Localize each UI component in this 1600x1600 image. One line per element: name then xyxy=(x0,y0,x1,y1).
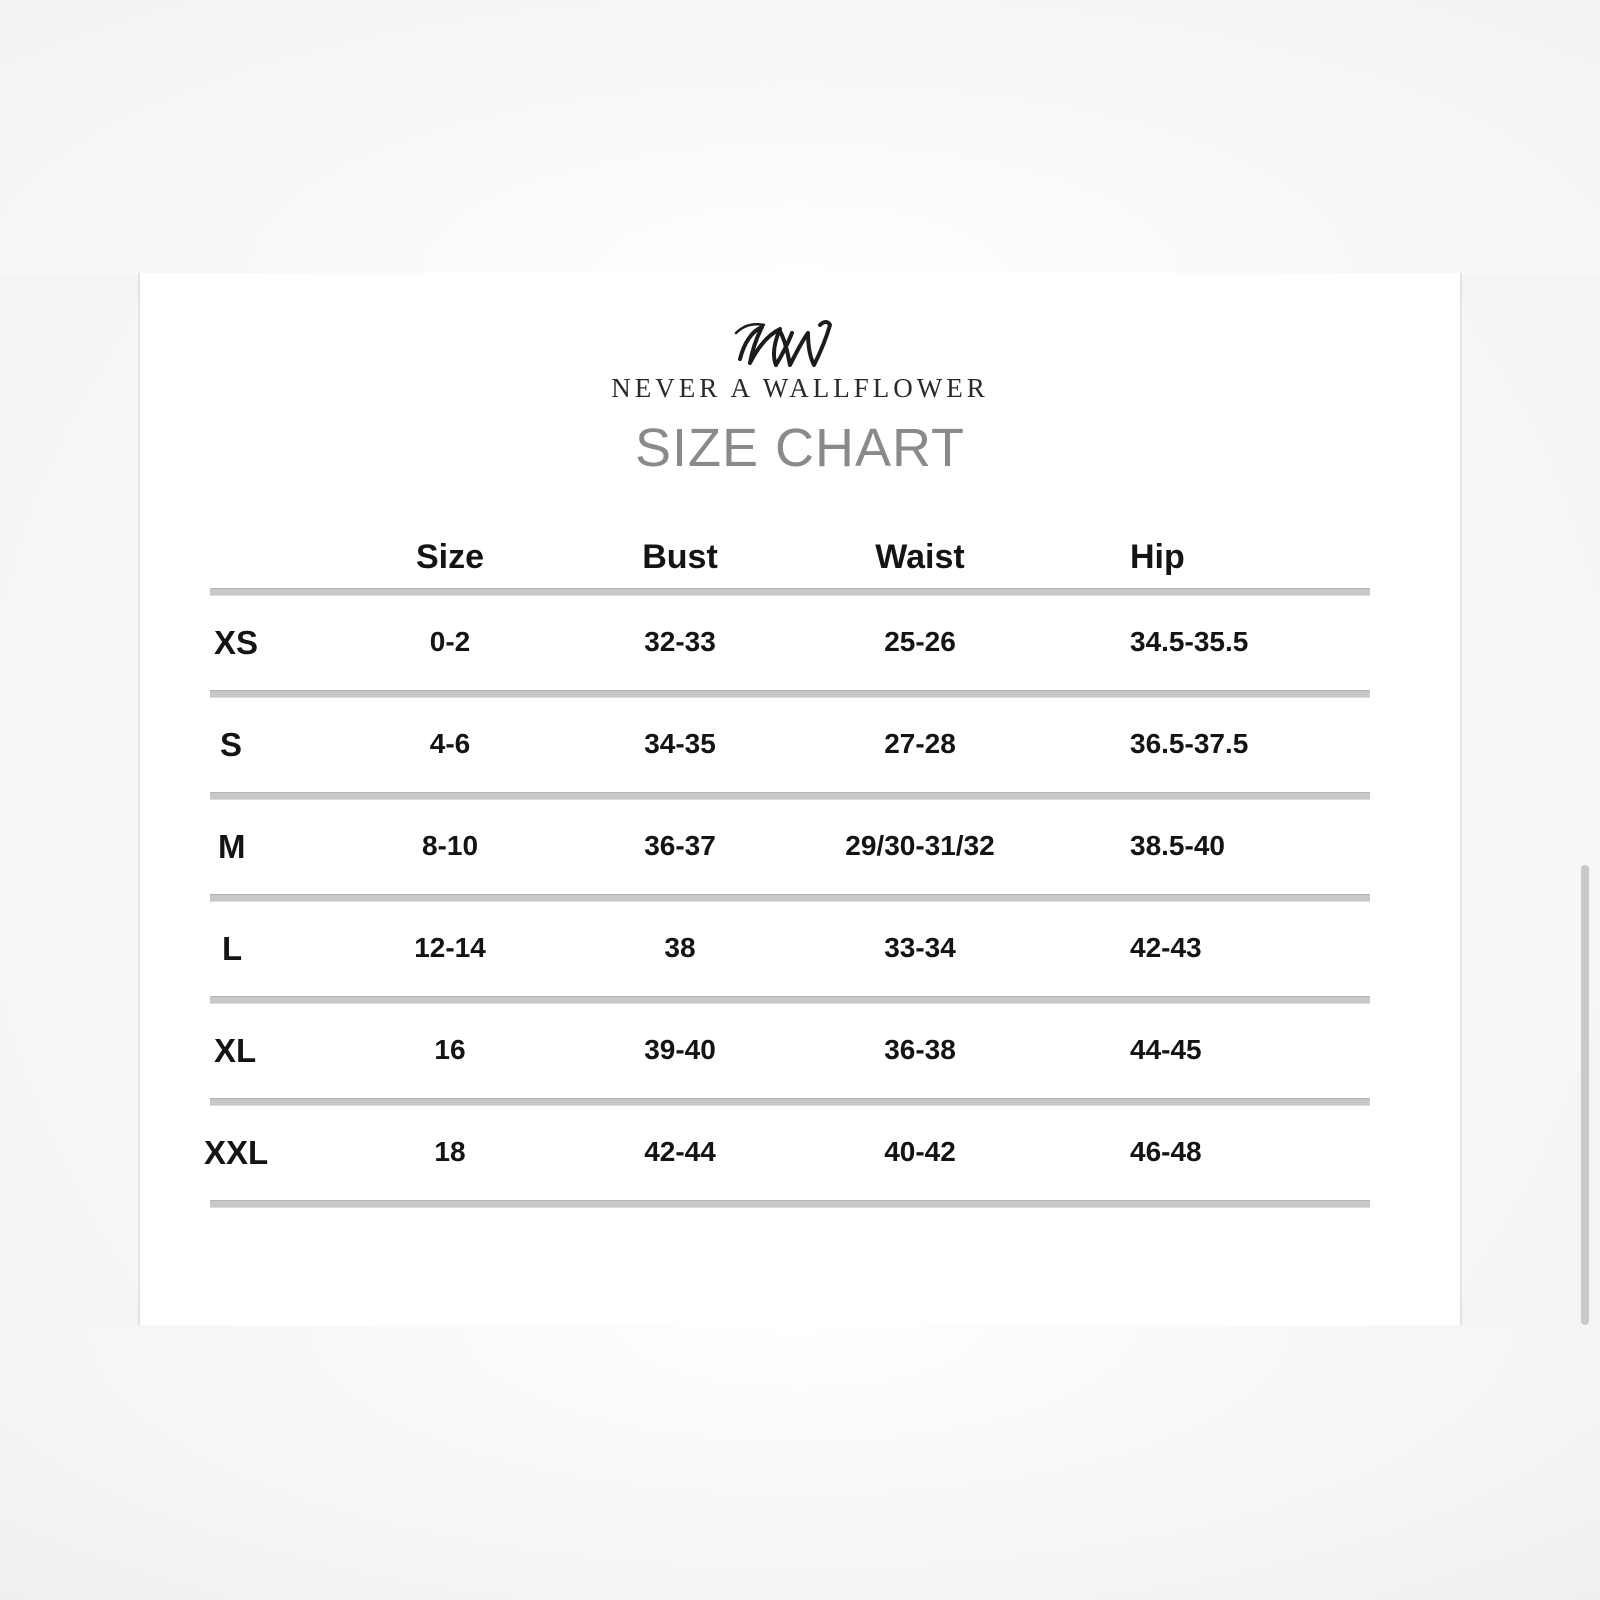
row-hip: 46-48 xyxy=(1130,1136,1202,1167)
brand-monogram-logo xyxy=(140,313,1460,373)
table-row xyxy=(210,692,1370,794)
row-hip: 36.5-37.5 xyxy=(1130,728,1249,759)
header-cell-waist: Waist xyxy=(875,538,965,576)
row-waist: 40-42 xyxy=(884,1136,956,1167)
row-waist: 27-28 xyxy=(884,728,956,759)
row-size-label: M xyxy=(218,828,246,865)
chart-title: SIZE CHART xyxy=(634,418,966,478)
size-chart-card xyxy=(138,273,1462,1325)
page-backdrop-bottom xyxy=(0,1325,1600,1600)
row-bust: 32-33 xyxy=(644,626,716,657)
row-hip: 44-45 xyxy=(1130,1034,1202,1065)
row-hip: 42-43 xyxy=(1130,932,1202,963)
table-header-row xyxy=(210,518,1370,590)
row-numeric-size: 16 xyxy=(434,1034,466,1065)
row-waist: 33-34 xyxy=(884,932,956,963)
size-table xyxy=(204,518,1370,1202)
row-numeric-size: 8-10 xyxy=(421,830,479,861)
row-hip: 38.5-40 xyxy=(1130,830,1225,861)
brand-name: NEVER A WALLFLOWER xyxy=(611,373,989,403)
header-cell-bust: Bust xyxy=(642,538,718,576)
row-size-label: XXL xyxy=(204,1134,269,1171)
table-row xyxy=(210,896,1370,998)
header-cell-hip: Hip xyxy=(1130,538,1185,576)
row-waist: 29/30-31/32 xyxy=(845,830,995,861)
row-numeric-size: 12-14 xyxy=(414,932,486,963)
row-numeric-size: 0-2 xyxy=(429,626,471,657)
row-bust: 34-35 xyxy=(644,728,716,759)
row-size-label: XL xyxy=(214,1032,257,1069)
row-bust: 39-40 xyxy=(644,1034,716,1065)
page-backdrop-top xyxy=(0,0,1600,275)
row-bust: 36-37 xyxy=(644,830,716,861)
row-hip: 34.5-35.5 xyxy=(1130,626,1249,657)
header-cell-size: Size xyxy=(415,538,485,576)
row-size-label: XS xyxy=(214,624,259,661)
table-row xyxy=(210,590,1370,692)
row-size-label: S xyxy=(220,726,243,763)
vertical-scrollbar[interactable] xyxy=(1581,865,1589,1325)
table-row xyxy=(210,998,1370,1100)
row-bust: 38 xyxy=(664,932,696,963)
row-waist: 36-38 xyxy=(884,1034,956,1065)
row-waist: 25-26 xyxy=(884,626,956,657)
table-row xyxy=(204,1100,1370,1202)
row-numeric-size: 4-6 xyxy=(429,728,471,759)
table-divider xyxy=(210,1200,1370,1208)
table-row xyxy=(210,794,1370,896)
row-size-label: L xyxy=(222,930,243,967)
row-bust: 42-44 xyxy=(644,1136,716,1167)
row-numeric-size: 18 xyxy=(434,1136,466,1167)
